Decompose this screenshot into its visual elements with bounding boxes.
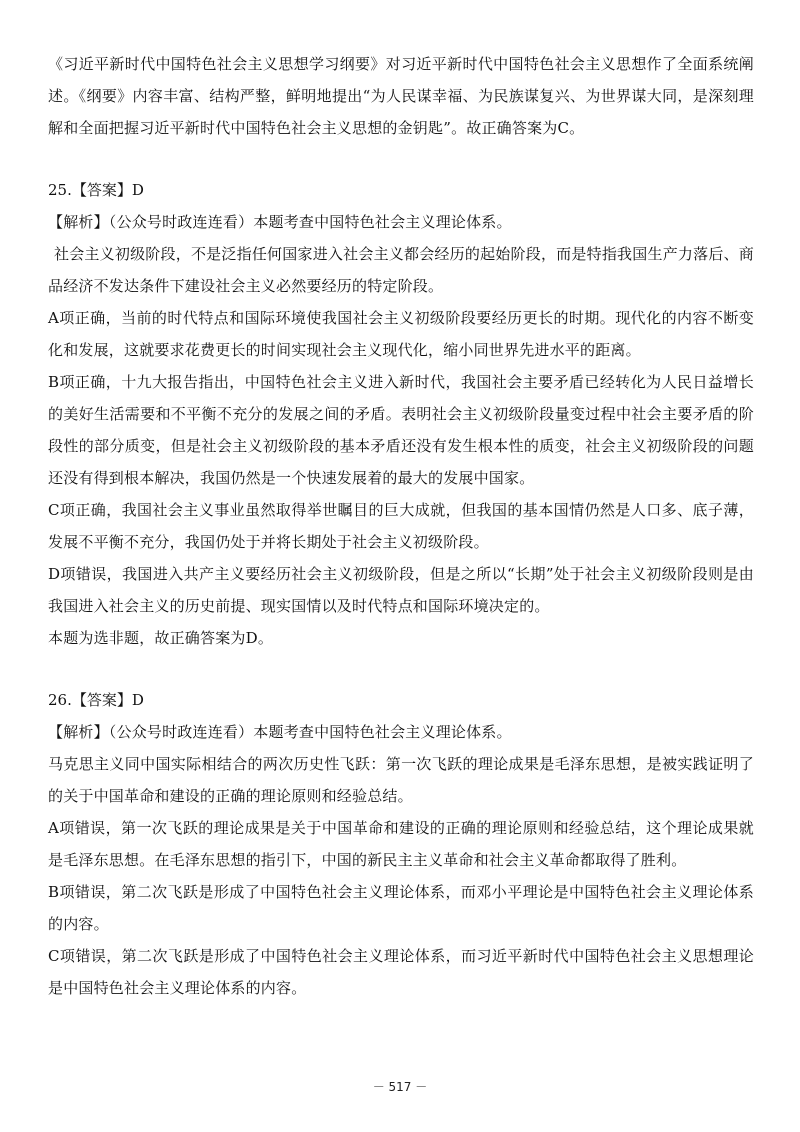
question-26-section xyxy=(48,684,754,1004)
q25-option-b: B项正确，十九大报告指出，中国特色社会主义进入新时代，我国社会主要矛盾已经转化为人民日益增长的美好生活需要和不平衡不充分的发展之间的矛盾。表明社会主义初级阶段量变过程中社会主要矛盾的阶段性的部分质变，但是社会主义初级阶段的基本矛盾还没有发生根本性的质变，社会主义初级阶段的问题还没有得到根本解决，我国仍然是一个快速发展着的最大的发展中国家。 xyxy=(48,373,754,487)
q26-option-a: A项错误，第一次飞跃的理论成果是关于中国革命和建设的正确的理论原则和经验总结，这个理论成果就是毛泽东思想。在毛泽东思想的指引下，中国的新民主主义革命和社会主义革命都取得了胜利。 xyxy=(48,819,754,869)
page-number: － 517 － xyxy=(372,1080,428,1094)
q26-analysis-line: 【解析】（公众号时政连连看）本题考查中国特色社会主义理论体系。 xyxy=(48,723,512,741)
q25-background-paragraph: 社会主义初级阶段，不是泛指任何国家进入社会主义都会经历的起始阶段，而是特指我国生产力落后、商品经济不发达条件下建设社会主义必然要经历的特定阶段。 xyxy=(48,245,754,295)
question-25-section xyxy=(48,174,754,654)
q25-option-a: A项正确，当前的时代特点和国际环境使我国社会主义初级阶段要经历更长的时期。现代化的内容不断变化和发展，这就要求花费更长的时间实现社会主义现代化，缩小同世界先进水平的距离。 xyxy=(48,309,754,359)
section-gap xyxy=(48,144,754,174)
q26-answer-heading: 26.【答案】D xyxy=(48,691,144,709)
q26-option-b: B项错误，第二次飞跃是形成了中国特色社会主义理论体系，而邓小平理论是中国特色社会主义理论体系的内容。 xyxy=(48,883,754,933)
q25-option-d: D项错误，我国进入共产主义要经历社会主义初级阶段，但是之所以“长期”处于社会主义初级阶段则是由我国进入社会主义的历史前提、现实国情以及时代特点和国际环境决定的。 xyxy=(48,565,754,615)
q26-background-paragraph: 马克思主义同中国实际相结合的两次历史性飞跃：第一次飞跃的理论成果是毛泽东思想，是被实践证明了的关于中国革命和建设的正确的理论原则和经验总结。 xyxy=(48,755,754,805)
q25-answer-heading: 25.【答案】D xyxy=(48,181,144,199)
section-gap xyxy=(48,654,754,684)
q25-conclusion: 本题为选非题，故正确答案为D。 xyxy=(48,629,274,647)
q25-analysis-line: 【解析】（公众号时政连连看）本题考查中国特色社会主义理论体系。 xyxy=(48,213,512,231)
document-body xyxy=(48,48,754,1004)
q26-option-c: C项错误，第二次飞跃是形成了中国特色社会主义理论体系，而习近平新时代中国特色社会主义思想理论是中国特色社会主义理论体系的内容。 xyxy=(48,947,754,997)
q25-option-c: C项正确，我国社会主义事业虽然取得举世瞩目的巨大成就，但我国的基本国情仍然是人口多、底子薄，发展不平衡不充分，我国仍处于并将长期处于社会主义初级阶段。 xyxy=(48,501,754,551)
intro-paragraph: 《习近平新时代中国特色社会主义思想学习纲要》对习近平新时代中国特色社会主义思想作了全面系统阐述。《纲要》内容丰富、结构严整，鲜明地提出“为人民谋幸福、为民族谋复兴、为世界谋大同，是深刻理解和全面把握习近平新时代中国特色社会主义思想的金钥匙”。故正确答案为C。 xyxy=(48,55,754,137)
